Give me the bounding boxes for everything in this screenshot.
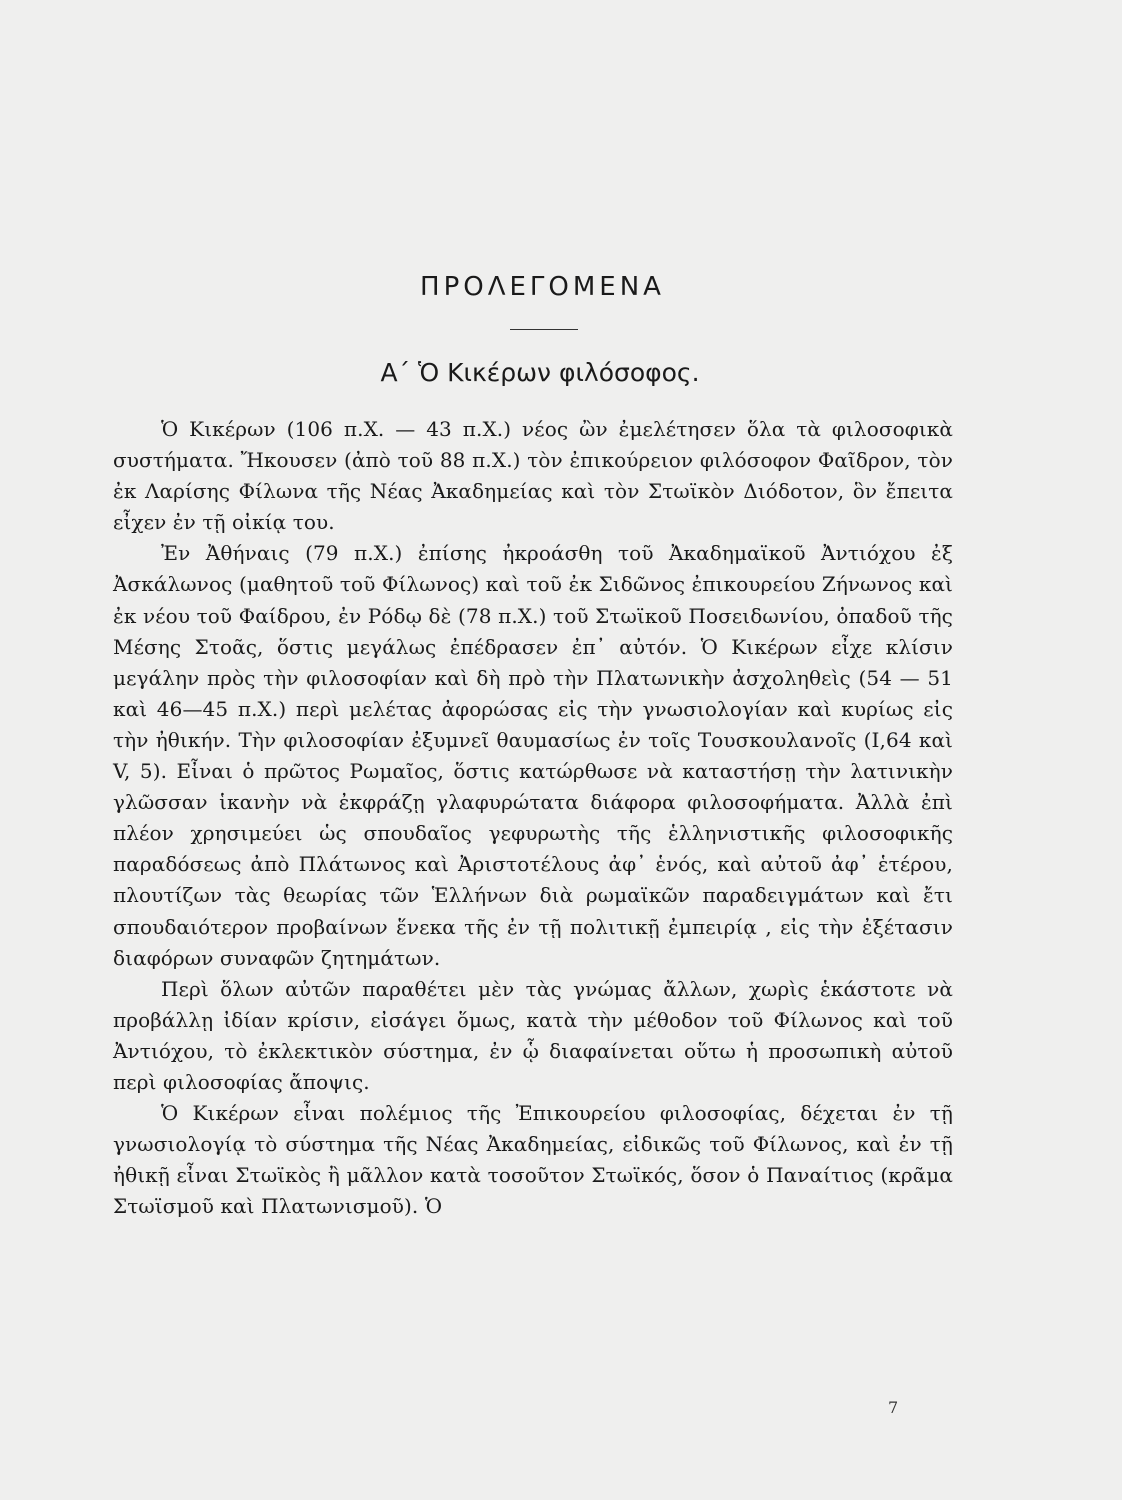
page-title: ΠΡΟΛΕΓΟΜΕΝΑ <box>420 272 665 302</box>
section-title: Α΄ Ὁ Κικέρων φιλόσοφος. <box>380 358 700 387</box>
paragraph: Ὁ Κικέρων εἶναι πολέμιος τῆς Ἐπικουρείου φιλοσοφίας, δέχεται ἐν τῇ γνωσιολογίᾳ τὸ σύστημα τῆς Νέας Ἀκαδημείας, εἰδικῶς τοῦ Φίλωνος, καὶ ἐν τῇ ἠθικῇ εἶναι Στωϊκὸς ἢ μᾶλλον κατὰ τοσοῦτον Στωϊκός, ὅσον ὁ Παναίτιος (κρᾶμα Στωϊσμοῦ καὶ Πλατωνισμοῦ). Ὁ <box>113 1101 953 1219</box>
paragraph: Ἐν Ἀθήναις (79 π.Χ.) ἐπίσης ἠκροάσθη τοῦ Ἀκαδημαϊκοῦ Ἀντιόχου ἐξ Ἀσκάλωνος (μαθητοῦ τοῦ Φίλωνος) καὶ τοῦ ἐκ Σιδῶνος ἐπικουρείου Ζήνωνος καὶ ἐκ νέου τοῦ Φαίδρου, ἐν Ρόδῳ δὲ (78 π.Χ.) τοῦ Στωϊκοῦ Ποσειδωνίου, ὀπαδοῦ τῆς Μέσης Στοᾶς, ὅστις μεγάλως ἐπέδρασεν ἐπ᾿ αὐτόν. Ὁ Κικέρων εἶχε κλίσιν μεγάλην πρὸς τὴν φιλοσοφίαν καὶ δὴ πρὸ τὴν Πλατωνικὴν ἀσχοληθεὶς (54 — 51 καὶ 46—45 π.Χ.) περὶ μελέτας ἀφορώσας εἰς τὴν γνωσιολογίαν καὶ κυρίως εἰς τὴν ἠθικήν. Τὴν φιλοσοφίαν ἐξυμνεῖ θαυμασίως ἐν τοῖς Τουσκουλανοῖς (I,64 καὶ V, 5). Εἶναι ὁ πρῶτος Ρωμαῖος, ὅστις κατώρθωσε νὰ καταστήσῃ τὴν λατινικὴν γλῶσσαν ἱκανὴν νὰ ἐκφράζῃ γλαφυρώτατα διάφορα φιλοσοφήματα. Ἀλλὰ ἐπὶ πλέον χρησιμεύει ὡς σπουδαῖος γεφυρωτὴς τῆς ἑλληνιστικῆς φιλοσοφικῆς παραδόσεως ἀπὸ Πλάτωνος καὶ Ἀριστοτέλους ἀφ᾿ ἑνός, καὶ αὐτοῦ ἀφ᾿ ἑτέρου, πλουτίζων τὰς θεωρίας τῶν Ἑλλήνων διὰ ρωμαϊκῶν παραδειγμάτων καὶ ἔτι σπουδαιότερον προβαίνων ἕνεκα τῆς ἐν τῇ πολιτικῇ ἐμπειρίᾳ , εἰς τὴν ἐξέτασιν διαφόρων συναφῶν ζητημάτων. <box>113 541 953 970</box>
body-text <box>113 414 953 1222</box>
paragraph: Ὁ Κικέρων (106 π.Χ. — 43 π.Χ.) νέος ὢν ἐμελέτησεν ὅλα τὰ φιλοσοφικὰ συστήματα. Ἤκουσεν (ἀπὸ τοῦ 88 π.Χ.) τὸν ἐπικούρειον φιλόσοφον Φαῖδρον, τὸν ἐκ Λαρίσης Φίλωνα τῆς Νέας Ἀκαδημείας καὶ τὸν Στωϊκὸν Διόδοτον, ὃν ἔπειτα εἶχεν ἐν τῇ οἰκίᾳ του. <box>113 417 953 535</box>
title-divider <box>510 329 578 330</box>
paragraph: Περὶ ὅλων αὐτῶν παραθέτει μὲν τὰς γνώμας ἄλλων, χωρὶς ἑκάστοτε νὰ προβάλλῃ ἰδίαν κρίσιν, εἰσάγει ὅμως, κατὰ τὴν μέθοδον τοῦ Φίλωνος καὶ τοῦ Ἀντιόχου, τὸ ἐκλεκτικὸν σύστημα, ἐν ᾧ διαφαίνεται οὕτω ἡ προσωπικὴ αὐτοῦ περὶ φιλοσοφίας ἄποψις. <box>113 976 953 1094</box>
page-number: 7 <box>888 1398 899 1417</box>
